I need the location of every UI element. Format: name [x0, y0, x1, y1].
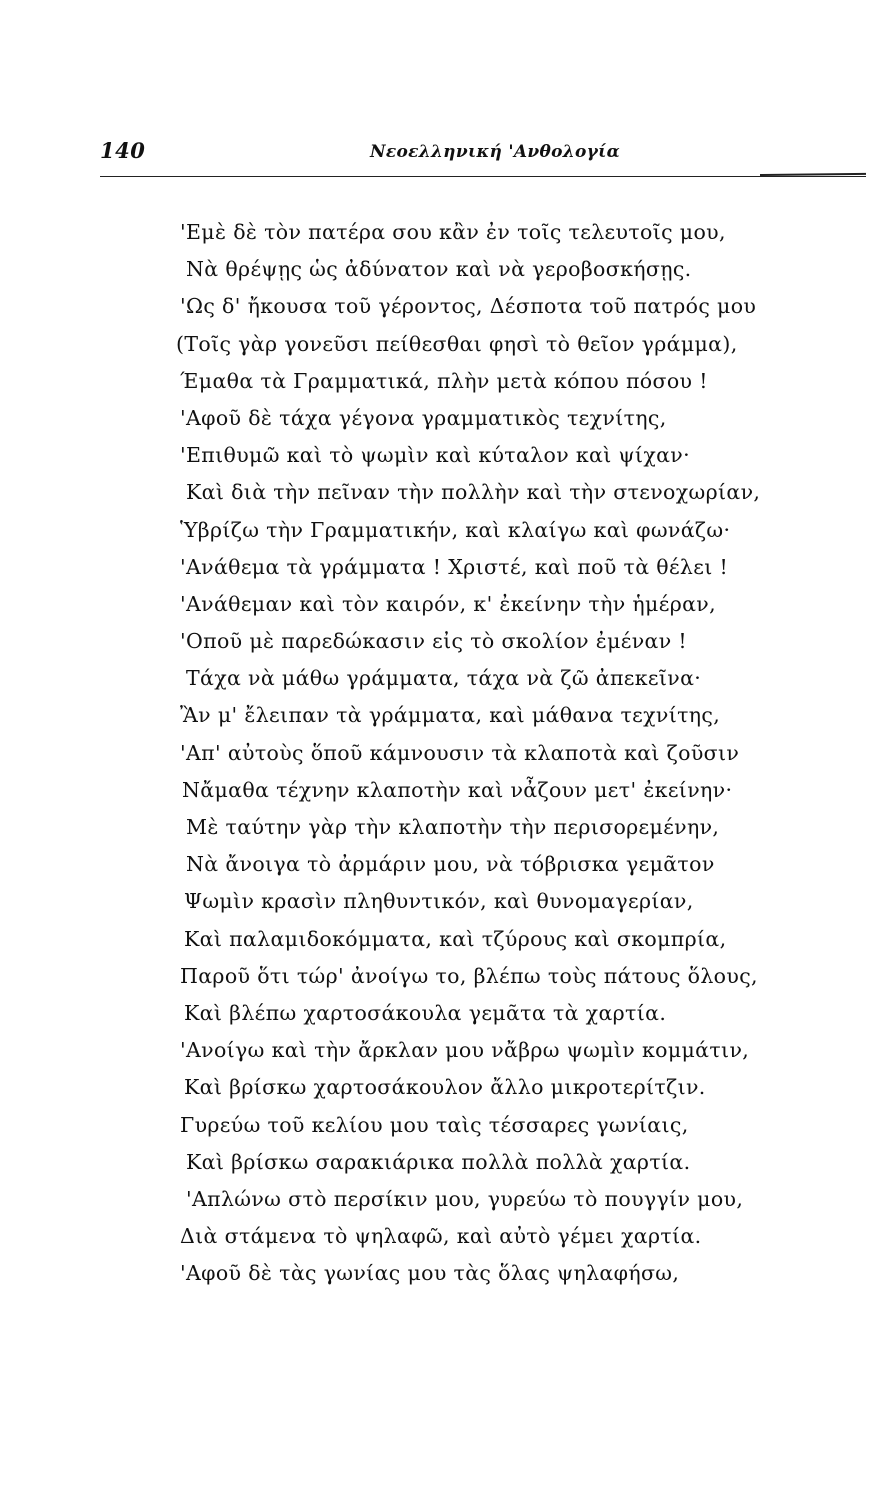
- poem-text: [176, 214, 860, 1292]
- verse-line: Ψωμὶν κρασὶν πληθυντικόν, καὶ θυνομαγερίαν,: [184, 889, 694, 914]
- verse-line: 'Ανάθεμα τὰ γράμματα ! Χριστέ, καὶ ποῦ τὰ θέλει !: [180, 554, 729, 579]
- verse-line: Διὰ στάμενα τὸ ψηλαφῶ, καὶ αὐτὸ γέμει χαρτία.: [180, 1224, 702, 1249]
- verse-line: Καὶ παλαμιδοκόμματα, καὶ τζύρους καὶ σκομπρία,: [184, 926, 727, 951]
- header-rule: [100, 176, 866, 177]
- verse-line: Νὰ ἄνοιγα τὸ ἀρμάριν μου, νὰ τόβρισκα γεμᾶτον: [186, 852, 715, 877]
- verse-line: Τάχα νὰ μάθω γράμματα, τάχα νὰ ζῶ ἀπεκεῖνα·: [186, 666, 702, 691]
- verse-line: Ὑβρίζω τὴν Γραμματικήν, καὶ κλαίγω καὶ φωνάζω·: [180, 517, 731, 542]
- verse-line: Νὰ θρέψῃς ὡς ἀδύνατον καὶ νὰ γεροβοσκήσῃς.: [186, 257, 692, 282]
- verse-line: Ἂν μ' ἔλειπαν τὰ γράμματα, καὶ μάθανα τεχνίτης,: [180, 703, 721, 728]
- verse-line: 'Ως δ' ἤκουσα τοῦ γέροντος, Δέσποτα τοῦ πατρός μου: [180, 294, 757, 319]
- verse-line: 'Εμὲ δὲ τὸν πατέρα σου κἂν ἐν τοῖς τελευτοῖς μου,: [180, 220, 726, 244]
- page-header: [100, 138, 860, 178]
- verse-line: 'Απλώνω στὸ περσίκιν μου, γυρεύω τὸ πουγγίν μου,: [186, 1186, 744, 1211]
- verse-line: Καὶ βρίσκω χαρτοσάκουλον ἄλλο μικροτερίτζιν.: [184, 1075, 706, 1100]
- verse-line: Παροῦ ὅτι τώρ' ἀνοίγω το, βλέπω τοὺς πάτους ὅλους,: [180, 963, 758, 988]
- verse-line: Καὶ διὰ τὴν πεῖναν τὴν πολλὴν καὶ τὴν στενοχωρίαν,: [186, 480, 761, 505]
- verse-line: 'Επιθυμῶ καὶ τὸ ψωμὶν καὶ κύταλον καὶ ψίχαν·: [180, 443, 690, 468]
- verse-line: 'Απ' αὐτοὺς ὅποῦ κάμνουσιν τὰ κλαποτὰ καὶ ζοῦσιν: [180, 740, 740, 765]
- verse-line: 'Ανάθεμαν καὶ τὸν καιρόν, κ' ἐκείνην τὴν ἡμέραν,: [180, 591, 716, 616]
- verse-line: 'Οποῦ μὲ παρεδώκασιν εἰς τὸ σκολίον ἐμέναν !: [180, 629, 688, 654]
- verse-line: Μὲ ταύτην γὰρ τὴν κλαποτὴν τὴν περισορεμένην,: [186, 815, 720, 839]
- verse-line: 'Ανοίγω καὶ τὴν ἄρκλαν μου νἄβρω ψωμὶν κομμάτιν,: [180, 1038, 750, 1063]
- verse-line: Καὶ βρίσκω σαρακιάρικα πολλὰ πολλὰ χαρτία.: [186, 1149, 691, 1174]
- page-number: 140: [100, 138, 146, 163]
- verse-line: Έμαθα τὰ Γραμματικά, πλὴν μετὰ κόπου πόσου !: [180, 368, 708, 393]
- running-title: Νεοελληνική 'Ανθολογία: [370, 142, 621, 162]
- verse-line: Νἄμαθα τέχνην κλαποτὴν καὶ νἆζουν μετ' ἐκείνην·: [182, 777, 733, 802]
- verse-line: 'Αφοῦ δὲ τὰς γωνίας μου τὰς ὅλας ψηλαφήσω,: [180, 1261, 680, 1286]
- verse-line: Γυρεύω τοῦ κελίου μου ταὶς τέσσαρες γωνίαις,: [180, 1112, 689, 1137]
- verse-line: Καὶ βλέπω χαρτοσάκουλα γεμᾶτα τὰ χαρτία.: [184, 1000, 667, 1025]
- verse-line: 'Αφοῦ δὲ τάχα γέγονα γραμματικὸς τεχνίτης,: [180, 405, 667, 430]
- verse-line: (Τοῖς γὰρ γονεῦσι πείθεσθαι φησὶ τὸ θεῖον γράμμα),: [176, 331, 738, 356]
